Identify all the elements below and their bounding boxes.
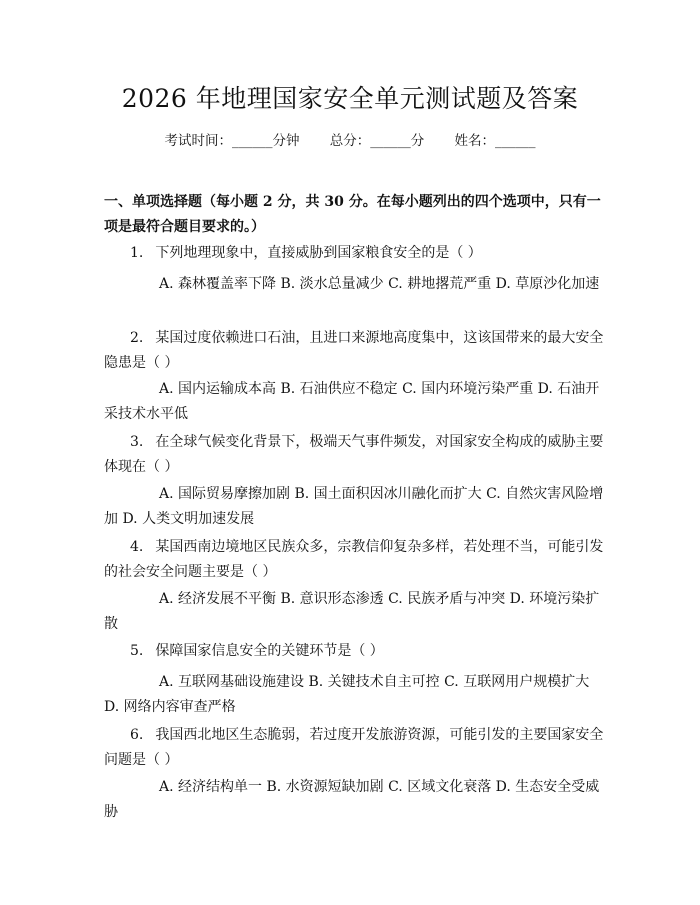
question-5-options: A. 互联网基础设施建设 B. 关键技术自主可控 C. 互联网用户规模扩大 D. 网络内容审查严格: [104, 674, 590, 715]
question-6: [104, 723, 604, 773]
question-2: [104, 326, 604, 376]
question-1-options: A. 森林覆盖率下降 B. 淡水总量减少 C. 耕地撂荒严重 D. 草原沙化加速: [159, 276, 600, 292]
question-6-options: A. 经济结构单一 B. 水资源短缺加剧 C. 区域文化衰落 D. 生态安全受威胁: [104, 779, 600, 820]
question-2-options: A. 国内运输成本高 B. 石油供应不稳定 C. 国内环境污染严重 D. 石油开采技术水平低: [104, 381, 600, 422]
question-4-options: A. 经济发展不平衡 B. 意识形态渗透 C. 民族矛盾与冲突 D. 环境污染扩散: [104, 591, 600, 632]
question-1: [104, 241, 604, 266]
student-name-field: 姓名：______: [454, 133, 536, 149]
question-text: 我国西北地区生态脆弱，若过度开发旅游资源，可能引发的主要国家安全问题是（ ）: [104, 727, 604, 768]
question-number: 3.: [130, 434, 144, 450]
question-text: 下列地理现象中，直接威胁到国家粮食安全的是（ ）: [155, 245, 482, 261]
question-number: 2.: [130, 330, 144, 346]
total-score-field: 总分：______分: [329, 133, 425, 149]
question-5: [104, 639, 604, 664]
question-3-options: A. 国际贸易摩擦加剧 B. 国土面积因冰川融化而扩大 C. 自然灾害风险增加 D. 人类文明加速发展: [104, 486, 604, 527]
exam-time-field: 考试时间：______分钟: [164, 133, 300, 149]
section-heading-single-choice: 一、单项选择题（每小题 2 分，共 30 分。在每小题列出的四个选项中，只有一项是最符合题目要求的。）: [104, 194, 601, 235]
question-text: 保障国家信息安全的关键环节是（ ）: [155, 643, 384, 659]
question-number: 5.: [130, 643, 144, 659]
question-text: 在全球气候变化背景下，极端天气事件频发，对国家安全构成的威胁主要体现在（ ）: [104, 434, 604, 475]
question-number: 4.: [130, 539, 144, 555]
question-number: 6.: [130, 727, 144, 743]
question-3: [104, 430, 604, 480]
question-text: 某国西南边境地区民族众多，宗教信仰复杂多样，若处理不当，可能引发的社会安全问题主要是（ ）: [104, 539, 604, 580]
question-number: 1.: [130, 245, 144, 261]
exam-info-line: [0, 131, 700, 151]
document-title: 2026 年地理国家安全单元测试题及答案: [121, 84, 579, 113]
question-4: [104, 535, 604, 585]
question-text: 某国过度依赖进口石油，且进口来源地高度集中，这该国带来的最大安全隐患是（ ）: [104, 330, 604, 371]
